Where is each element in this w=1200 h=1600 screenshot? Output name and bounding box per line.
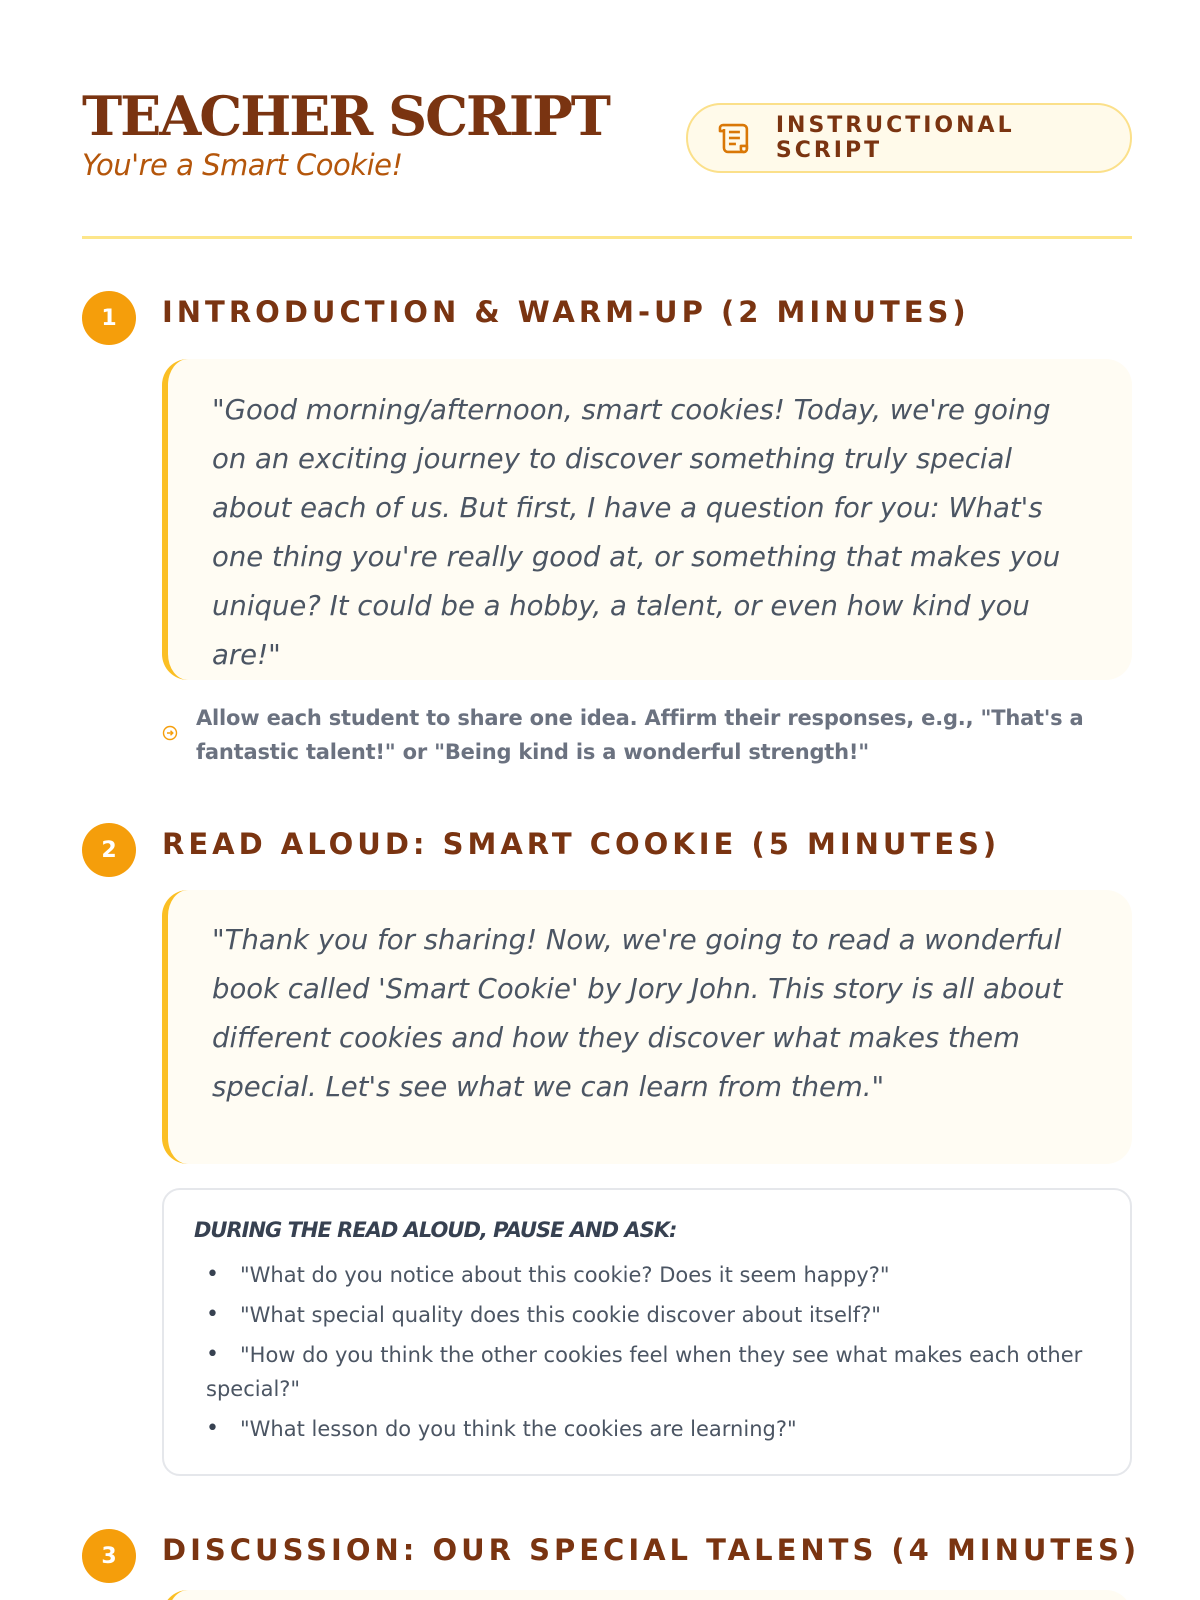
question-item: • "What do you notice about this cookie? Does it seem happy?" xyxy=(206,1258,1100,1292)
script-box-3 xyxy=(162,1590,1132,1600)
script-text-1: "Good morning/afternoon, smart cookies! Today, we're going on an exciting journey to discover something truly special about each of us. But first, I have a question for you: What's one thing you're really good at, or something that makes you unique? It could be a hobby, a talent, or even how kind you are!" xyxy=(212,394,1061,671)
pause-questions-box xyxy=(162,1188,1132,1476)
section-number-3: 3 xyxy=(82,1529,136,1583)
page-title: TEACHER SCRIPT xyxy=(82,84,609,148)
script-box-2 xyxy=(162,890,1132,1164)
teacher-note-1 xyxy=(162,701,1132,769)
question-list xyxy=(194,1258,1100,1446)
scroll-icon xyxy=(716,119,754,157)
note-text-1: Allow each student to share one idea. Affirm their responses, e.g., "That's a fantastic talent!" or "Being kind is a wonderful strength!" xyxy=(196,706,1084,764)
header-divider xyxy=(82,236,1132,239)
section-title-3: DISCUSSION: OUR SPECIAL TALENTS (4 MINUTES) xyxy=(162,1533,1141,1567)
pause-heading: DURING THE READ ALOUD, PAUSE AND ASK: xyxy=(194,1218,677,1242)
script-text-2: "Thank you for sharing! Now, we're going to read a wonderful book called 'Smart Cookie' by Jory John. This story is all about different cookies and how they discover what makes them special. Let's see what we can learn from them." xyxy=(212,924,1063,1103)
question-item: • "How do you think the other cookies feel when they see what makes each other special?" xyxy=(206,1338,1100,1406)
section-title-1: INTRODUCTION & WARM-UP (2 MINUTES) xyxy=(162,295,970,329)
page-subtitle: You're a Smart Cookie! xyxy=(82,148,403,182)
instructional-script-badge xyxy=(686,103,1132,173)
question-item: • "What lesson do you think the cookies are learning?" xyxy=(206,1412,1100,1446)
section-number-2: 2 xyxy=(82,823,136,877)
arrow-circle-icon xyxy=(162,725,178,741)
script-box-1 xyxy=(162,359,1132,680)
section-number-1: 1 xyxy=(82,291,136,345)
question-item: • "What special quality does this cookie discover about itself?" xyxy=(206,1298,1100,1332)
page-header xyxy=(82,86,609,182)
section-title-2: READ ALOUD: SMART COOKIE (5 MINUTES) xyxy=(162,827,1001,861)
badge-label: INSTRUCTIONAL SCRIPT xyxy=(775,113,1015,163)
